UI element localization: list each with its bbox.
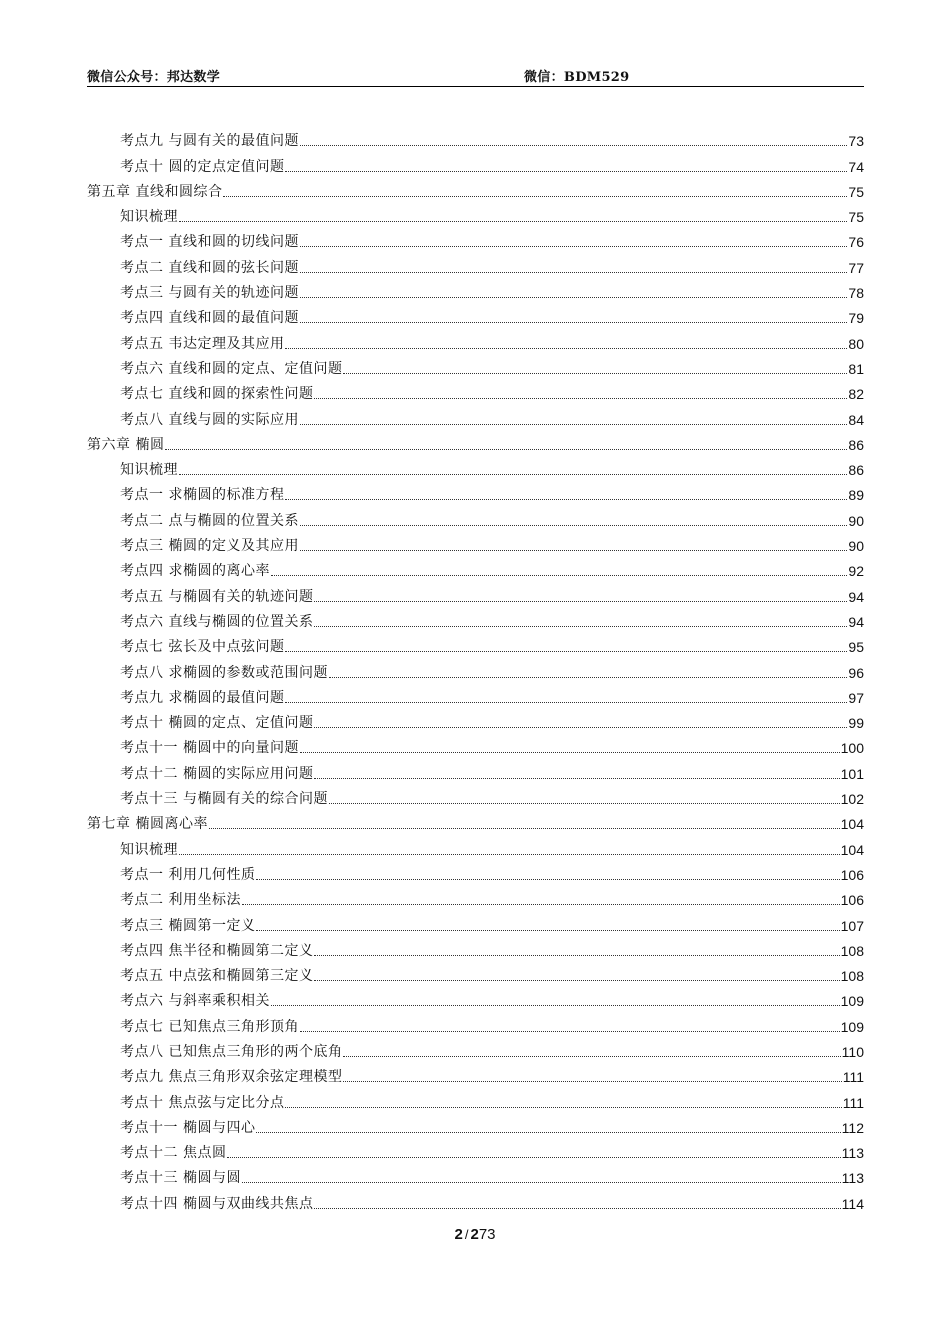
toc-section-entry[interactable] xyxy=(87,1137,864,1162)
toc-entry-label: 考点七 弦长及中点弦问题 xyxy=(120,639,285,656)
toc-section-entry[interactable] xyxy=(87,125,864,150)
toc-entry-page: 106 xyxy=(840,892,864,909)
toc-entry-label: 考点四 焦半径和椭圆第二定义 xyxy=(120,942,314,959)
toc-entry-label: 考点五 与椭圆有关的轨迹问题 xyxy=(120,588,314,605)
toc-entry-label: 考点二 直线和圆的弦长问题 xyxy=(120,259,299,276)
toc-leader-dots xyxy=(343,1080,841,1082)
toc-leader-dots xyxy=(179,220,847,222)
toc-section-entry[interactable] xyxy=(87,682,864,707)
toc-entry-label: 知识梳理 xyxy=(120,841,178,858)
toc-entry-page: 82 xyxy=(848,386,864,403)
toc-leader-dots xyxy=(343,372,847,374)
header-left-text: 微信公众号：邦达数学 xyxy=(87,70,221,85)
toc-section-entry[interactable] xyxy=(87,327,864,352)
toc-entry-label: 考点七 已知焦点三角形顶角 xyxy=(120,1018,299,1035)
toc-entry-page: 111 xyxy=(842,1094,864,1111)
toc-leader-dots xyxy=(300,751,840,753)
toc-entry-page: 76 xyxy=(848,234,864,251)
toc-entry-page: 86 xyxy=(848,436,864,453)
toc-entry-page: 78 xyxy=(848,285,864,302)
page-number xyxy=(0,1226,950,1243)
toc-leader-dots xyxy=(256,878,839,880)
toc-leader-dots xyxy=(314,954,839,956)
toc-leader-dots xyxy=(285,498,847,500)
page-header xyxy=(87,66,864,87)
toc-entry-page: 75 xyxy=(848,183,864,200)
toc-section-entry[interactable] xyxy=(87,985,864,1010)
toc-entry-label: 第七章 椭圆离心率 xyxy=(87,816,208,833)
toc-leader-dots xyxy=(179,853,840,855)
toc-chapter-entry[interactable] xyxy=(87,808,864,833)
toc-entry-page: 73 xyxy=(848,133,864,150)
toc-entry-label: 考点一 利用几何性质 xyxy=(120,866,256,883)
toc-leader-dots xyxy=(300,423,847,425)
total-pages-rest: 73 xyxy=(478,1226,496,1243)
toc-section-entry[interactable] xyxy=(87,1086,864,1111)
toc-section-entry[interactable] xyxy=(87,732,864,757)
toc-entry-label: 考点七 直线和圆的探索性问题 xyxy=(120,386,314,403)
toc-section-entry[interactable] xyxy=(87,656,864,681)
toc-entry-page: 96 xyxy=(848,664,864,681)
toc-entry-page: 108 xyxy=(840,942,864,959)
toc-entry-page: 99 xyxy=(848,715,864,732)
table-of-contents xyxy=(87,125,864,1213)
toc-section-entry[interactable] xyxy=(87,631,864,656)
toc-entry-page: 104 xyxy=(840,816,864,833)
toc-leader-dots xyxy=(271,574,847,576)
toc-entry-page: 106 xyxy=(840,866,864,883)
toc-entry-page: 95 xyxy=(848,639,864,656)
toc-entry-page: 80 xyxy=(848,335,864,352)
toc-leader-dots xyxy=(343,1055,840,1057)
toc-leader-dots xyxy=(300,245,847,247)
toc-entry-label: 考点三 与圆有关的轨迹问题 xyxy=(120,285,299,302)
toc-entry-label: 考点十一 椭圆中的向量问题 xyxy=(120,740,299,757)
toc-entry-page: 90 xyxy=(848,538,864,555)
toc-entry-page: 109 xyxy=(840,1018,864,1035)
toc-leader-dots xyxy=(165,448,847,450)
toc-entry-page: 77 xyxy=(848,259,864,276)
toc-entry-page: 97 xyxy=(848,689,864,706)
toc-entry-page: 111 xyxy=(842,1069,864,1086)
toc-leader-dots xyxy=(314,979,839,981)
toc-section-entry[interactable] xyxy=(87,757,864,782)
toc-leader-dots xyxy=(300,296,847,298)
toc-leader-dots xyxy=(314,625,847,627)
toc-entry-label: 考点十一 椭圆与四心 xyxy=(120,1119,256,1136)
toc-section-entry[interactable] xyxy=(87,859,864,884)
toc-entry-page: 113 xyxy=(841,1170,864,1187)
toc-entry-page: 94 xyxy=(848,613,864,630)
toc-section-entry[interactable] xyxy=(87,1061,864,1086)
toc-entry-page: 75 xyxy=(848,209,864,226)
toc-leader-dots xyxy=(300,1030,840,1032)
toc-section-entry[interactable] xyxy=(87,226,864,251)
toc-entry-label: 考点三 椭圆的定义及其应用 xyxy=(120,538,299,555)
toc-entry-label: 考点十 焦点弦与定比分点 xyxy=(120,1094,285,1111)
toc-leader-dots xyxy=(300,549,847,551)
toc-entry-label: 考点十三 椭圆与圆 xyxy=(120,1170,241,1187)
toc-leader-dots xyxy=(300,144,847,146)
toc-section-entry[interactable] xyxy=(87,353,864,378)
toc-leader-dots xyxy=(314,397,847,399)
toc-section-entry[interactable] xyxy=(87,935,864,960)
toc-entry-page: 112 xyxy=(841,1119,864,1136)
toc-entry-label: 考点五 韦达定理及其应用 xyxy=(120,335,285,352)
toc-section-entry[interactable] xyxy=(87,884,864,909)
toc-leader-dots xyxy=(314,600,847,602)
toc-entry-page: 101 xyxy=(840,765,864,782)
toc-leader-dots xyxy=(300,524,847,526)
header-right-text: 微信：BDM529 xyxy=(524,70,630,85)
toc-section-entry[interactable] xyxy=(87,454,864,479)
toc-entry-page: 92 xyxy=(848,563,864,580)
toc-entry-label: 考点九 焦点三角形双余弦定理模型 xyxy=(120,1069,343,1086)
toc-entry-label: 考点八 已知焦点三角形的两个底角 xyxy=(120,1043,343,1060)
toc-section-entry[interactable] xyxy=(87,150,864,175)
toc-entry-label: 考点八 直线与圆的实际应用 xyxy=(120,411,299,428)
toc-section-entry[interactable] xyxy=(87,302,864,327)
toc-leader-dots xyxy=(300,271,847,273)
toc-section-entry[interactable] xyxy=(87,1010,864,1035)
toc-entry-page: 104 xyxy=(840,841,864,858)
toc-leader-dots xyxy=(285,701,847,703)
toc-leader-dots xyxy=(256,929,839,931)
toc-entry-label: 考点一 求椭圆的标准方程 xyxy=(120,487,285,504)
toc-leader-dots xyxy=(209,827,840,829)
current-page: 2 xyxy=(454,1226,463,1243)
toc-entry-label: 考点四 求椭圆的离心率 xyxy=(120,563,270,580)
toc-section-entry[interactable] xyxy=(87,783,864,808)
toc-entry-page: 102 xyxy=(840,791,864,808)
toc-section-entry[interactable] xyxy=(87,403,864,428)
toc-leader-dots xyxy=(329,802,840,804)
toc-section-entry[interactable] xyxy=(87,909,864,934)
toc-entry-label: 考点五 中点弦和椭圆第三定义 xyxy=(120,968,314,985)
toc-entry-page: 94 xyxy=(848,588,864,605)
toc-leader-dots xyxy=(179,473,847,475)
toc-entry-page: 74 xyxy=(848,158,864,175)
toc-entry-label: 考点十 圆的定点定值问题 xyxy=(120,158,285,175)
toc-leader-dots xyxy=(314,777,839,779)
toc-section-entry[interactable] xyxy=(87,555,864,580)
toc-entry-label: 考点二 利用坐标法 xyxy=(120,892,241,909)
toc-leader-dots xyxy=(314,726,847,728)
toc-entry-label: 考点六 与斜率乘积相关 xyxy=(120,993,270,1010)
toc-entry-label: 考点十三 与椭圆有关的综合问题 xyxy=(120,791,328,808)
toc-section-entry[interactable] xyxy=(87,277,864,302)
toc-leader-dots xyxy=(285,650,847,652)
toc-entry-page: 86 xyxy=(848,462,864,479)
toc-section-entry[interactable] xyxy=(87,833,864,858)
toc-leader-dots xyxy=(242,1181,841,1183)
toc-entry-page: 113 xyxy=(841,1145,864,1162)
toc-entry-label: 考点一 直线和圆的切线问题 xyxy=(120,234,299,251)
toc-section-entry[interactable] xyxy=(87,251,864,276)
toc-chapter-entry[interactable] xyxy=(87,176,864,201)
toc-chapter-entry[interactable] xyxy=(87,429,864,454)
toc-entry-label: 第五章 直线和圆综合 xyxy=(87,183,223,200)
total-pages-bold: 2 xyxy=(470,1226,479,1243)
toc-section-entry[interactable] xyxy=(87,1036,864,1061)
toc-leader-dots xyxy=(242,903,840,905)
toc-entry-page: 110 xyxy=(841,1043,864,1060)
toc-section-entry[interactable] xyxy=(87,580,864,605)
toc-section-entry[interactable] xyxy=(87,530,864,555)
toc-entry-page: 114 xyxy=(841,1195,864,1212)
toc-entry-page: 90 xyxy=(848,512,864,529)
toc-entry-page: 109 xyxy=(840,993,864,1010)
toc-entry-label: 考点六 直线与椭圆的位置关系 xyxy=(120,613,314,630)
toc-entry-label: 考点三 椭圆第一定义 xyxy=(120,917,256,934)
toc-entry-label: 第六章 椭圆 xyxy=(87,436,165,453)
toc-section-entry[interactable] xyxy=(87,606,864,631)
toc-entry-page: 79 xyxy=(848,310,864,327)
toc-leader-dots xyxy=(314,1207,840,1209)
toc-leader-dots xyxy=(300,321,847,323)
toc-leader-dots xyxy=(285,1106,841,1108)
toc-leader-dots xyxy=(285,170,847,172)
toc-entry-page: 81 xyxy=(848,360,864,377)
page-separator: / xyxy=(464,1227,469,1242)
toc-entry-page: 108 xyxy=(840,968,864,985)
toc-section-entry[interactable] xyxy=(87,504,864,529)
toc-leader-dots xyxy=(271,1004,840,1006)
toc-section-entry[interactable] xyxy=(87,960,864,985)
toc-entry-page: 84 xyxy=(848,411,864,428)
toc-entry-label: 考点九 与圆有关的最值问题 xyxy=(120,133,299,150)
toc-leader-dots xyxy=(227,1156,840,1158)
toc-entry-page: 107 xyxy=(840,917,864,934)
toc-entry-label: 考点四 直线和圆的最值问题 xyxy=(120,310,299,327)
toc-entry-label: 知识梳理 xyxy=(120,462,178,479)
toc-section-entry[interactable] xyxy=(87,378,864,403)
toc-section-entry[interactable] xyxy=(87,1112,864,1137)
toc-leader-dots xyxy=(256,1131,840,1133)
toc-entry-page: 100 xyxy=(840,740,864,757)
toc-leader-dots xyxy=(285,347,847,349)
toc-section-entry[interactable] xyxy=(87,707,864,732)
toc-entry-label: 考点九 求椭圆的最值问题 xyxy=(120,689,285,706)
toc-entry-label: 考点十四 椭圆与双曲线共焦点 xyxy=(120,1195,314,1212)
toc-section-entry[interactable] xyxy=(87,201,864,226)
toc-entry-label: 考点十 椭圆的定点、定值问题 xyxy=(120,715,314,732)
toc-section-entry[interactable] xyxy=(87,1187,864,1212)
toc-entry-label: 考点六 直线和圆的定点、定值问题 xyxy=(120,360,343,377)
toc-leader-dots xyxy=(223,195,847,197)
toc-entry-page: 89 xyxy=(848,487,864,504)
toc-entry-label: 考点十二 椭圆的实际应用问题 xyxy=(120,765,314,782)
toc-leader-dots xyxy=(329,676,847,678)
toc-entry-label: 考点八 求椭圆的参数或范围问题 xyxy=(120,664,328,681)
toc-entry-label: 考点十二 焦点圆 xyxy=(120,1145,227,1162)
toc-entry-label: 知识梳理 xyxy=(120,209,178,226)
toc-section-entry[interactable] xyxy=(87,1162,864,1187)
toc-entry-label: 考点二 点与椭圆的位置关系 xyxy=(120,512,299,529)
toc-section-entry[interactable] xyxy=(87,479,864,504)
